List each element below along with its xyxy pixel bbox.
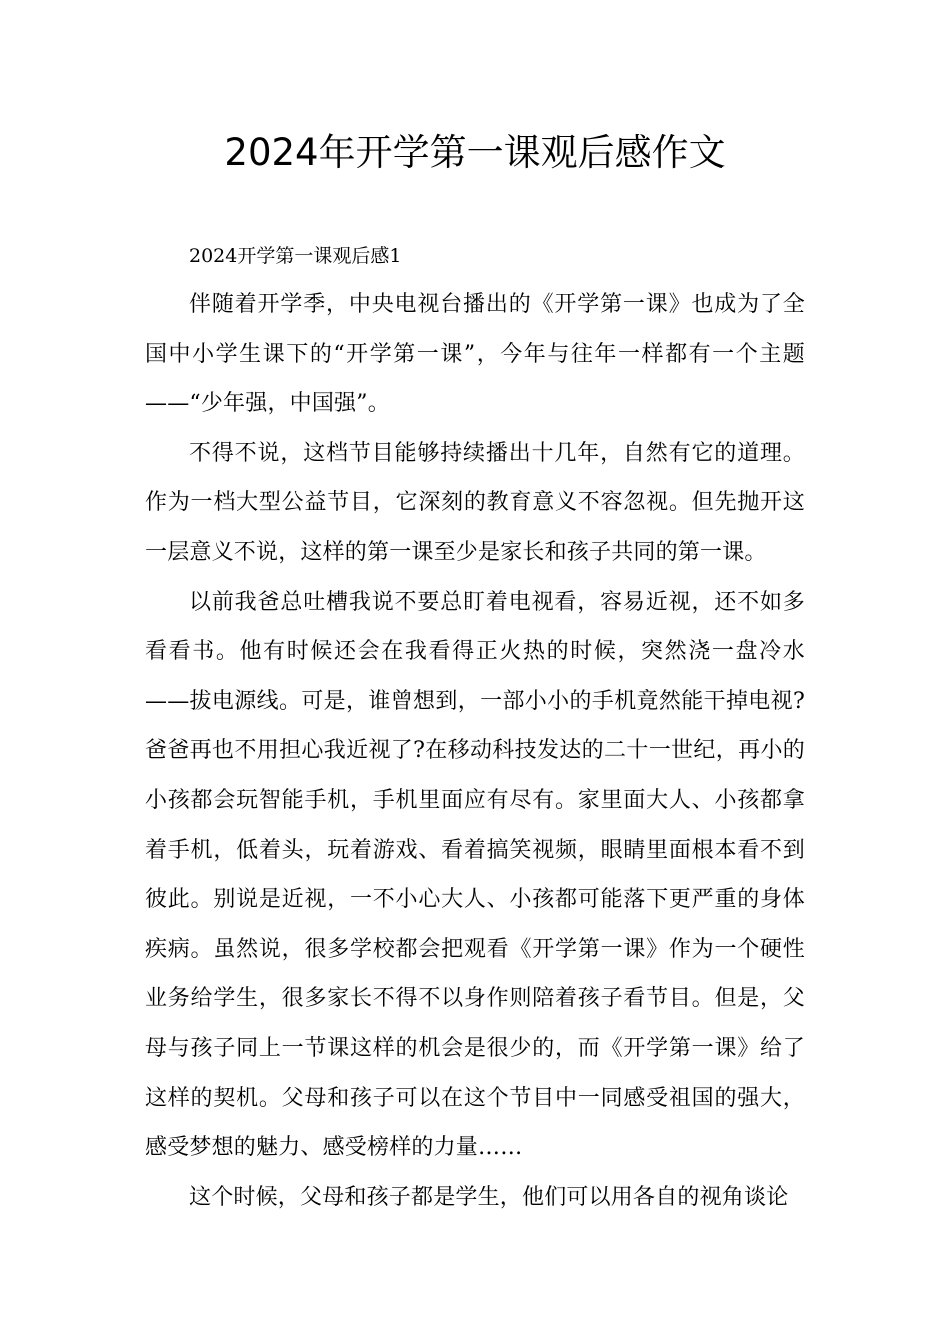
document-body — [145, 232, 805, 1222]
paragraph-1: 伴随着开学季，中央电视台播出的《开学第一课》也成为了全国中小学生课下的“开学第一课”，今年与往年一样都有一个主题——“少年强，中国强”。 — [145, 292, 805, 417]
paragraph-4: 这个时候，父母和孩子都是学生，他们可以用各自的视角谈论 — [189, 1184, 789, 1210]
document-title: 2024年开学第一课观后感作文 — [224, 131, 726, 174]
section-heading: 2024开学第一课观后感1 — [189, 245, 402, 267]
paragraph-2: 不得不说，这档节目能够持续播出十几年，自然有它的道理。作为一档大型公益节目，它深刻的教育意义不容忽视。但先抛开这一层意义不说，这样的第一课至少是家长和孩子共同的第一课。 — [145, 440, 805, 565]
paragraph-3: 以前我爸总吐槽我说不要总盯着电视看，容易近视，还不如多看看书。他有时候还会在我看得正火热的时候，突然浇一盘冷水——拔电源线。可是，谁曾想到，一部小小的手机竟然能干掉电视?爸爸再也不用担心我近视了?在移动科技发达的二十一世纪，再小的小孩都会玩智能手机，手机里面应有尽有。家里面大人、小孩都拿着手机，低着头，玩着游戏、看着搞笑视频，眼睛里面根本看不到彼此。别说是近视，一不小心大人、小孩都可能落下更严重的身体疾病。虽然说，很多学校都会把观看《开学第一课》作为一个硬性业务给学生，很多家长不得不以身作则陪着孩子看节目。但是，父母与孩子同上一节课这样的机会是很少的，而《开学第一课》给了这样的契机。父母和孩子可以在这个节目中一同感受祖国的强大，感受梦想的魅力、感受榜样的力量…… — [145, 589, 805, 1161]
